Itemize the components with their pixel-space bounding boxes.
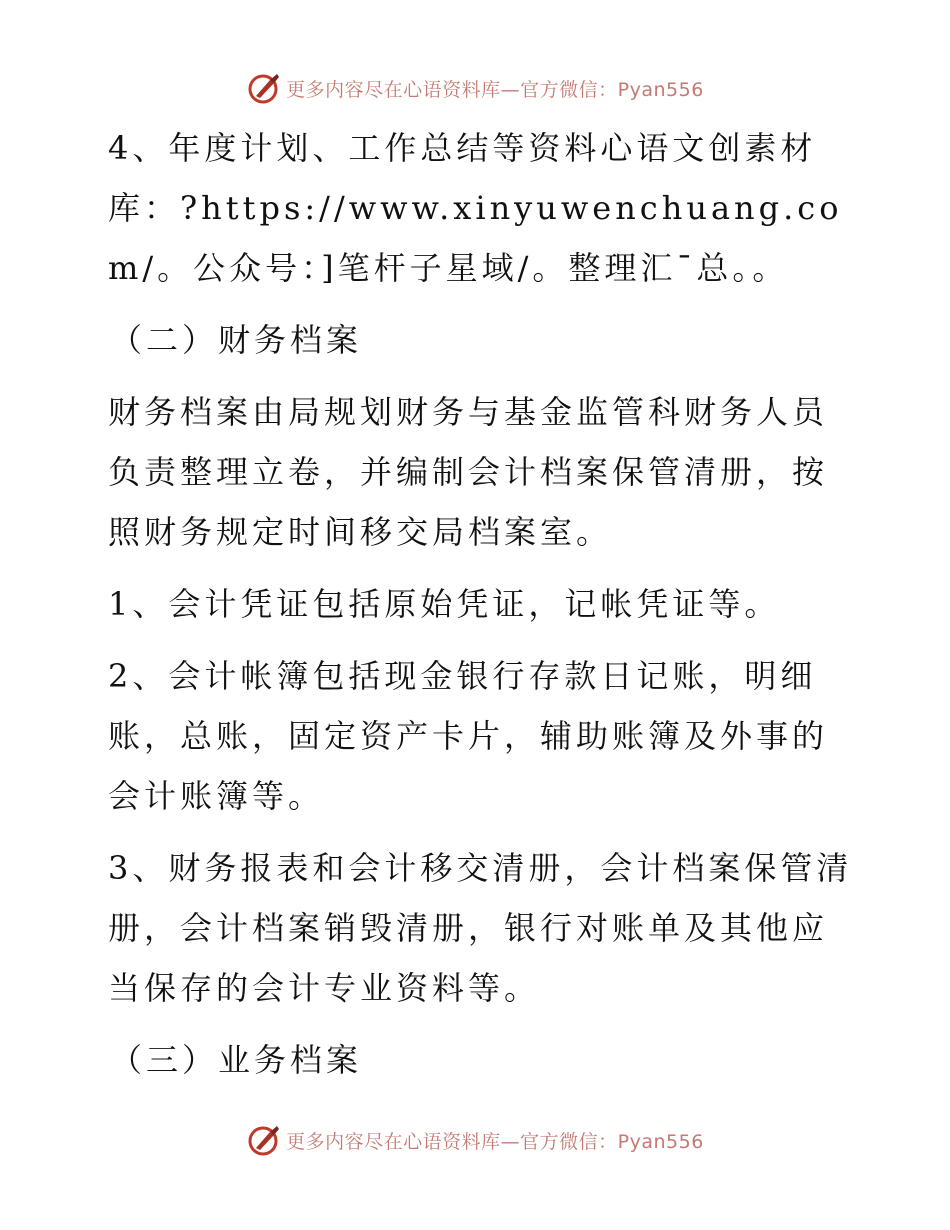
paragraph-item-2: 2、会计帐簿包括现金银行存款日记账，明细账，总账，固定资产卡片，辅助账簿及外事的会计账簿等。	[108, 657, 829, 815]
watermark-text: 更多内容尽在心语资料库—官方微信：Pyan556	[286, 1130, 704, 1153]
paragraph-item-3: 3、财务报表和会计移交清册，会计档案保管清册，会计档案销毁清册，银行对账单及其他应当保存的会计专业资料等。	[108, 849, 853, 1007]
watermark-footer	[0, 1122, 950, 1158]
watermark-header	[0, 70, 950, 106]
paragraph-item-1: 1、会计凭证包括原始凭证，记帐凭证等。	[108, 585, 781, 623]
pen-logo-icon	[246, 70, 282, 106]
pen-logo-icon	[246, 1122, 282, 1158]
document-body	[96, 118, 856, 1090]
paragraph-finance-archives: 财务档案由局规划财务与基金监管科财务人员负责整理立卷，并编制会计档案保管清册，按照财务规定时间移交局档案室。	[108, 393, 829, 551]
section-heading-finance-archives: （二）财务档案	[110, 321, 363, 359]
section-heading-business-archives: （三）业务档案	[110, 1041, 363, 1079]
paragraph-item-4: 4、年度计划、工作总结等资料心语文创素材库：?https://www.xinyuwenchuang.com/。公众号：]笔杆子星域/。整理汇¯总。。	[108, 129, 843, 287]
watermark-text: 更多内容尽在心语资料库—官方微信：Pyan556	[286, 78, 704, 101]
